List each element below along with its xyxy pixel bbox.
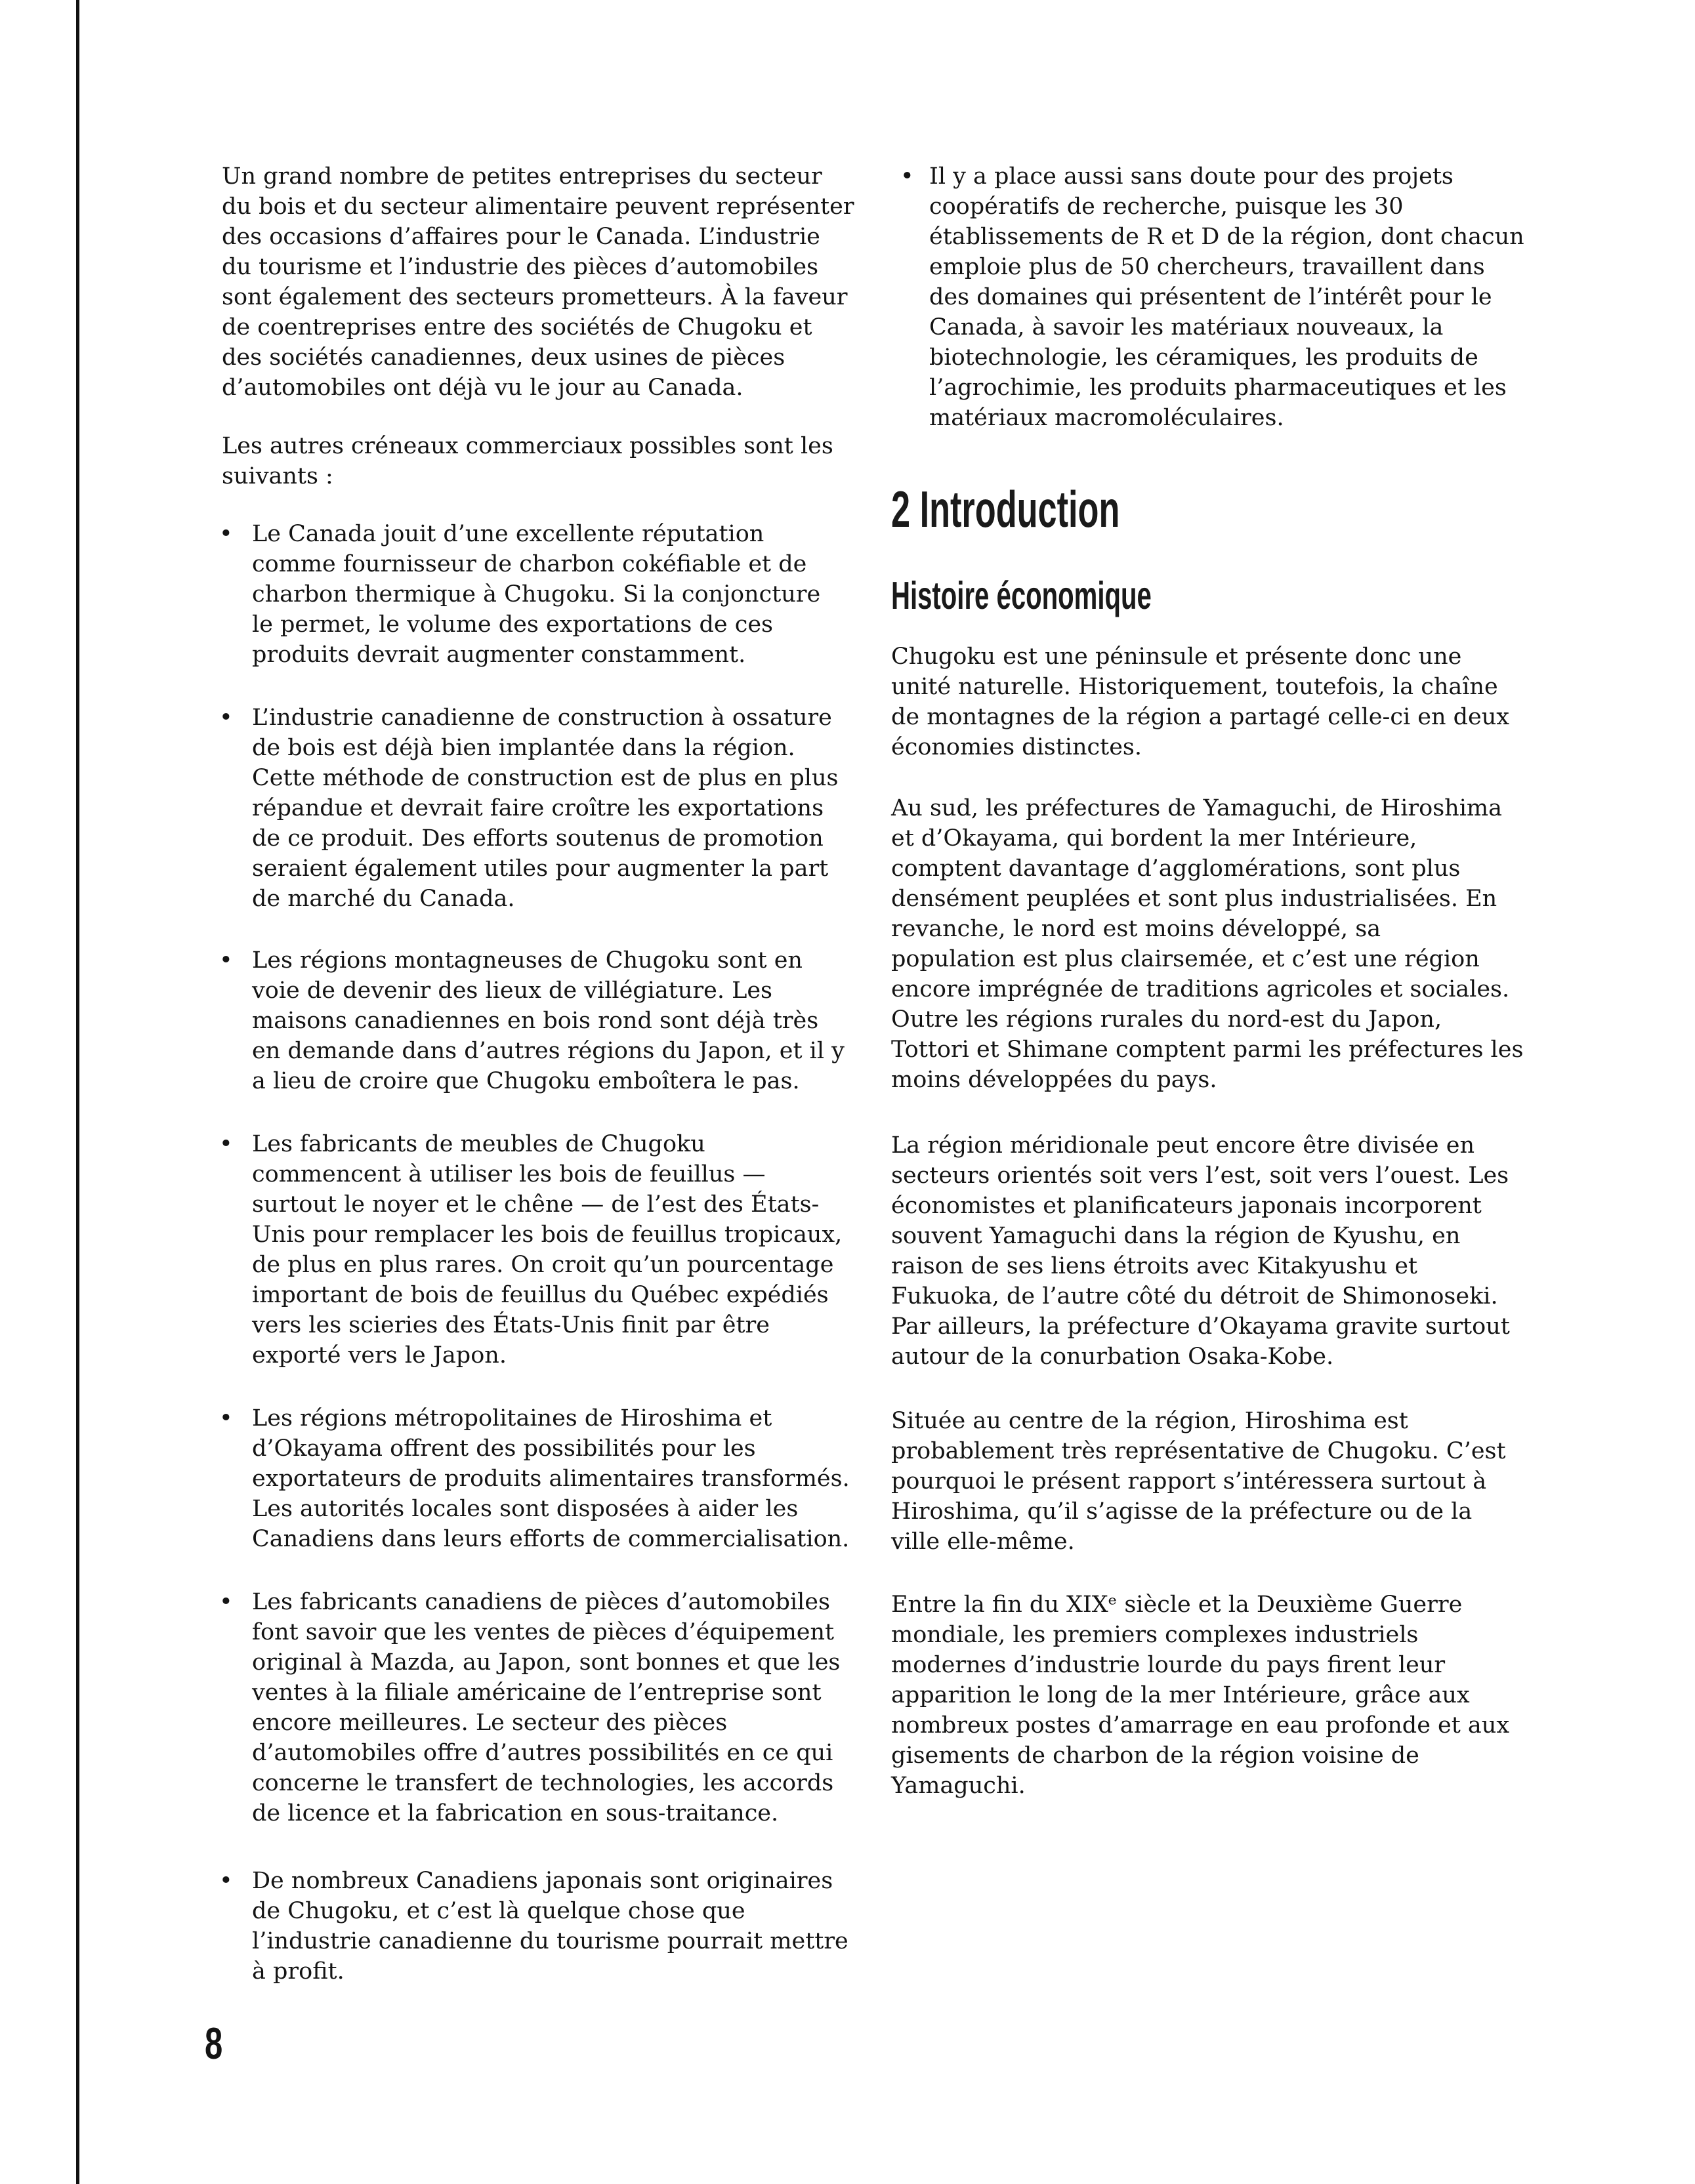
- body-paragraph: Chugoku est une péninsule et présente donc une unité naturelle. Historiquement, toutefois, la chaîne de montagnes de la région a partagé celle-ci en deux économies distinctes.: [891, 644, 1510, 760]
- bullet-text: Les fabricants de meubles de Chugoku commencent à utiliser les bois de feuillus — surtout le noyer et le chêne — de l’est des États- Unis pour remplacer les bois de feuillus tropicaux, de plus en plus rares. On croit qu’un pourcentage important de bois de feuillus du Québec expédiés vers les scieries des États-Unis finit par être exporté vers le Japon.: [252, 1131, 843, 1369]
- bullet-marker: •: [900, 163, 914, 190]
- bullet-text: Le Canada jouit d’une excellente réputation comme fournisseur de charbon cokéfiable et de charbon thermique à Chugoku. Si la conjoncture le permet, le volume des exportations de ces produits devrait augmenter constamment.: [252, 521, 821, 668]
- bullet-text: Les régions montagneuses de Chugoku sont en voie de devenir des lieux de villégiature. Les maisons canadiennes en bois rond sont déjà très en demande dans d’autres régions du Japon, et il y a lieu de croire que Chugoku emboîtera le pas.: [252, 947, 845, 1094]
- list-intro-paragraph: Les autres créneaux commerciaux possibles sont les suivants :: [222, 433, 833, 489]
- bullet-marker: •: [219, 1405, 233, 1432]
- bullet-marker: •: [219, 947, 233, 974]
- bullet-text: Il y a place aussi sans doute pour des projets coopératifs de recherche, puisque les 30 établissements de R et D de la région, dont chacun emploie plus de 50 chercheurs, travaillent dans des domaines qui présentent de l’intérêt pour le Canada, à savoir les matériaux nouveaux, la biotechnologie, les céramiques, les produits de l’agrochimie, les produits pharmaceutiques et les matériaux macromoléculaires.: [929, 163, 1524, 431]
- body-paragraph: Entre la fin du XIXᵉ siècle et la Deuxième Guerre mondiale, les premiers complexes industriels modernes d’industrie lourde du pays firent leur apparition le long de la mer Intérieure, grâce aux nombreux postes d’amarrage en eau profonde et aux gisements de charbon de la région voisine de Yamaguchi.: [891, 1592, 1510, 1799]
- bullet-marker: •: [219, 1589, 233, 1615]
- body-paragraph: Située au centre de la région, Hiroshima est probablement très représentative de Chugoku. C’est pourquoi le présent rapport s’intéressera surtout à Hiroshima, qu’il s’agisse de la préfecture ou de la ville elle-même.: [891, 1408, 1506, 1555]
- page-number: 8: [205, 2019, 223, 2069]
- bullet-marker: •: [219, 521, 233, 547]
- bullet-marker: •: [219, 705, 233, 731]
- bullet-marker: •: [219, 1131, 233, 1157]
- intro-paragraph: Un grand nombre de petites entreprises du secteur du bois et du secteur alimentaire peuvent représenter des occasions d’affaires pour le Canada. L’industrie du tourisme et l’industrie des pièces d’automobiles sont également des secteurs prometteurs. À la faveur de coentreprises entre des sociétés de Chugoku et des sociétés canadiennes, deux usines de pièces d’automobiles ont déjà vu le jour au Canada.: [222, 163, 854, 401]
- bullet-text: Les fabricants canadiens de pièces d’automobiles font savoir que les ventes de pièces d’équipement original à Mazda, au Japon, sont bonnes et que les ventes à la filiale américaine de l’entreprise sont encore meilleures. Le secteur des pièces d’automobiles offre d’autres possibilités en ce qui concerne le transfert de technologies, les accords de licence et la fabrication en sous-traitance.: [252, 1589, 841, 1826]
- bullet-marker: •: [219, 1868, 233, 1894]
- bullet-text: De nombreux Canadiens japonais sont originaires de Chugoku, et c’est là quelque chose que l’industrie canadienne du tourisme pourrait mettre à profit.: [252, 1868, 848, 1985]
- body-paragraph: La région méridionale peut encore être divisée en secteurs orientés soit vers l’est, soit vers l’ouest. Les économistes et planificateurs japonais incorporent souvent Yamaguchi dans la région de Kyushu, en raison de ses liens étroits avec Kitakyushu et Fukuoka, de l’autre côté du détroit de Shimonoseki. Par ailleurs, la préfecture d’Okayama gravite surtout autour de la conurbation Osaka-Kobe.: [891, 1132, 1510, 1370]
- body-paragraph: Au sud, les préfectures de Yamaguchi, de Hiroshima et d’Okayama, qui bordent la mer Intérieure, comptent davantage d’agglomérations, sont plus densément peuplées et sont plus industrialisées. En revanche, le nord est moins développé, sa population est plus clairsemée, et c’est une région encore imprégnée de traditions agricoles et sociales. Outre les régions rurales du nord-est du Japon, Tottori et Shimane comptent parmi les préfectures les moins développées du pays.: [891, 795, 1524, 1093]
- bullet-text: Les régions métropolitaines de Hiroshima et d’Okayama offrent des possibilités pour les exportateurs de produits alimentaires transformés. Les autorités locales sont disposées à aider les Canadiens dans leurs efforts de commercialisation.: [252, 1405, 850, 1552]
- bullet-text: L’industrie canadienne de construction à ossature de bois est déjà bien implantée dans la région. Cette méthode de construction est de plus en plus répandue et devrait faire croître les exportations de ce produit. Des efforts soutenus de promotion seraient également utiles pour augmenter la part de marché du Canada.: [252, 705, 839, 912]
- subsection-heading: Histoire économique: [891, 574, 1152, 617]
- scan-edge-line: [76, 0, 79, 2184]
- section-heading: 2 Introduction: [891, 480, 1120, 538]
